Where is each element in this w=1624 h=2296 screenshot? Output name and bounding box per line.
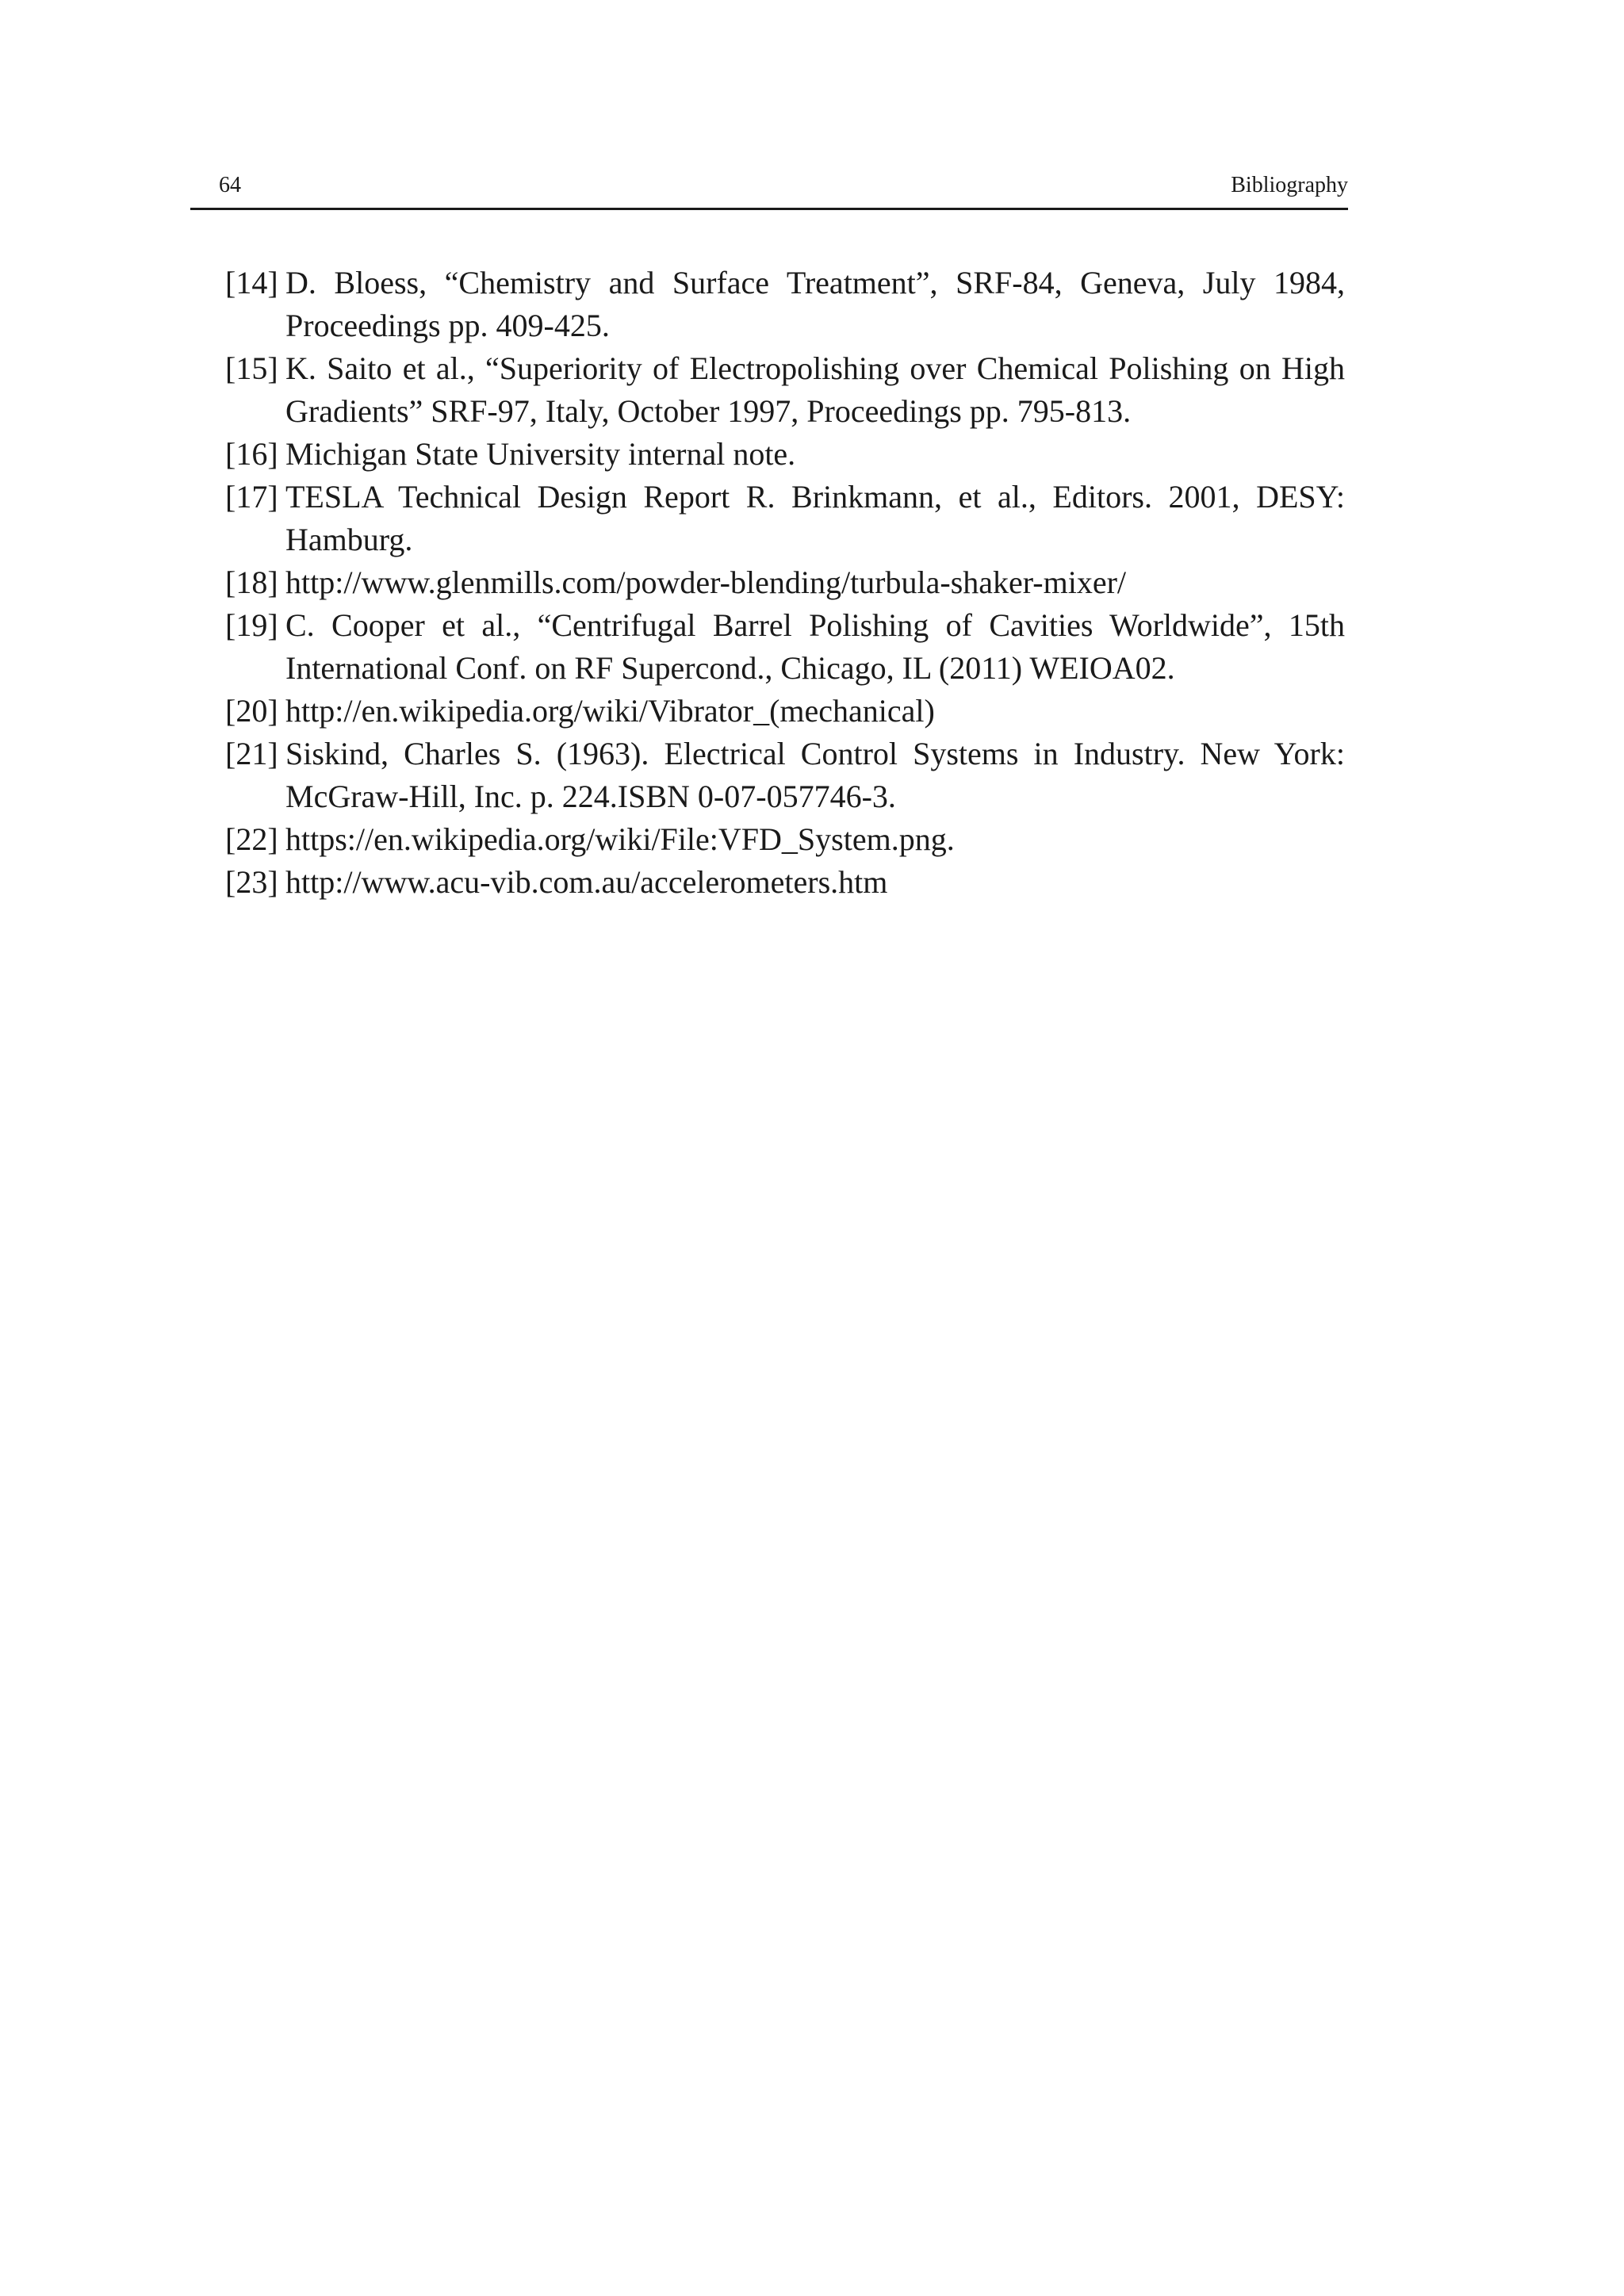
page-header <box>190 168 1348 210</box>
reference-number: [19] <box>225 607 278 643</box>
reference-number: [18] <box>225 564 278 600</box>
reference-item <box>225 818 1345 861</box>
reference-text: TESLA Technical Design Report R. Brinkmann, et al., Editors. 2001, DESY: Hamburg. <box>285 479 1345 557</box>
reference-list <box>225 262 1345 904</box>
reference-link: http://en.wikipedia.org/wiki/Vibrator_(mechanical) <box>285 693 935 729</box>
reference-text: C. Cooper et al., “Centrifugal Barrel Polishing of Cavities Worldwide”, 15th International Conf. on RF Supercond., Chicago, IL (2011) WEIOA02. <box>285 607 1345 686</box>
reference-link: http://www.glenmills.com/powder-blending/turbula-shaker-mixer/ <box>285 564 1127 600</box>
reference-link: https://en.wikipedia.org/wiki/File:VFD_System.png. <box>285 821 955 857</box>
reference-number: [20] <box>225 693 278 729</box>
reference-item <box>225 690 1345 733</box>
reference-number: [22] <box>225 821 278 857</box>
reference-item <box>225 262 1345 347</box>
reference-item <box>225 604 1345 690</box>
reference-number: [17] <box>225 479 278 515</box>
reference-item <box>225 433 1345 476</box>
reference-link: http://www.acu-vib.com.au/accelerometers.htm <box>285 864 888 900</box>
reference-item <box>225 861 1345 904</box>
reference-text: D. Bloess, “Chemistry and Surface Treatment”, SRF-84, Geneva, July 1984, Proceedings pp. 409-425. <box>285 265 1345 343</box>
reference-item <box>225 476 1345 561</box>
reference-item <box>225 561 1345 604</box>
reference-item <box>225 733 1345 818</box>
running-head: Bibliography <box>1231 173 1348 197</box>
reference-number: [15] <box>225 350 278 386</box>
page-number: 64 <box>219 173 241 197</box>
reference-number: [23] <box>225 864 278 900</box>
reference-number: [21] <box>225 736 278 771</box>
reference-text: Michigan State University internal note. <box>285 436 796 472</box>
reference-number: [16] <box>225 436 278 472</box>
reference-number: [14] <box>225 265 278 300</box>
reference-text: Siskind, Charles S. (1963). Electrical Control Systems in Industry. New York: McGraw-Hill, Inc. p. 224.ISBN 0-07-057746-3. <box>285 736 1345 814</box>
reference-item <box>225 347 1345 433</box>
reference-text: K. Saito et al., “Superiority of Electropolishing over Chemical Polishing on High Gradients” SRF-97, Italy, October 1997, Proceedings pp. 795-813. <box>285 350 1345 429</box>
